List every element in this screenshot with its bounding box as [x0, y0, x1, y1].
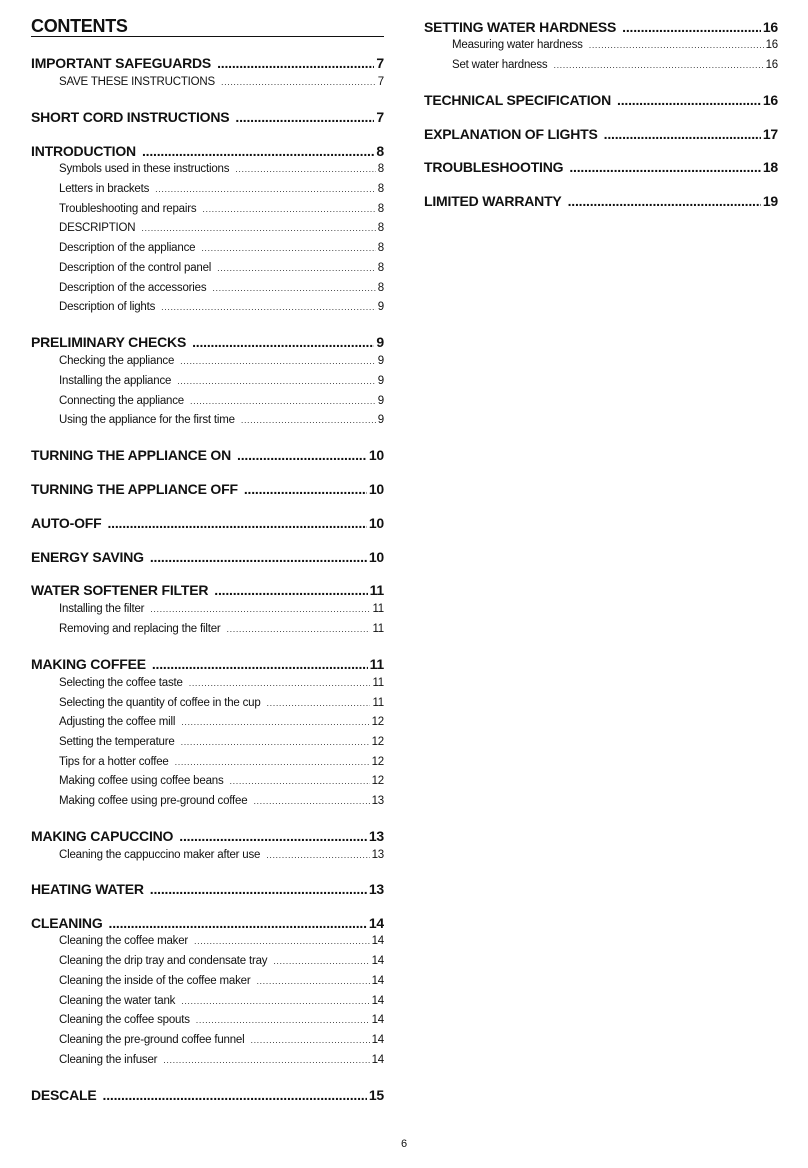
dot-leader	[589, 40, 764, 50]
dot-leader	[103, 1087, 367, 1103]
dot-leader	[141, 223, 375, 233]
toc-entry-label: Set water hardness	[452, 59, 548, 71]
dot-leader	[150, 604, 370, 614]
toc-subsection-entry	[31, 995, 384, 1013]
toc-subsection-entry	[31, 76, 384, 94]
toc-entry-page: 11	[369, 582, 384, 598]
toc-subsection-entry	[31, 414, 384, 432]
toc-entry-page: 9	[377, 375, 384, 387]
dot-leader	[244, 481, 367, 497]
toc-entry-page: 8	[377, 163, 384, 175]
toc-entry-label: IMPORTANT SAFEGUARDS	[31, 55, 212, 71]
toc-entry-label: Making coffee using coffee beans	[59, 775, 224, 787]
dot-leader	[155, 184, 376, 194]
toc-subsection-entry	[31, 262, 384, 280]
dot-leader	[163, 1055, 369, 1065]
toc-entry-label: INTRODUCTION	[31, 143, 136, 159]
toc-entry-page: 7	[377, 76, 384, 88]
dot-leader	[622, 19, 761, 35]
toc-entry-label: Selecting the coffee taste	[59, 677, 183, 689]
dot-leader	[568, 193, 761, 209]
toc-entry-label: Cleaning the cappuccino maker after use	[59, 849, 261, 861]
dot-leader	[221, 77, 376, 87]
toc-entry-page: 10	[368, 481, 384, 497]
toc-entry-page: 8	[377, 262, 384, 274]
toc-entry-page: 7	[376, 109, 384, 125]
toc-entry-page: 7	[376, 55, 384, 71]
toc-entry-label: TURNING THE APPLIANCE ON	[31, 447, 232, 463]
toc-subsection-entry	[31, 1014, 384, 1032]
toc-entry-label: TURNING THE APPLIANCE OFF	[31, 481, 238, 497]
dot-leader	[189, 678, 371, 688]
toc-entry-page: 14	[368, 915, 384, 931]
toc-entry-label: Cleaning the pre-ground coffee funnel	[59, 1034, 245, 1046]
toc-entry-label: Description of lights	[59, 301, 156, 313]
toc-subsection-entry	[31, 242, 384, 260]
toc-section-entry	[31, 656, 384, 678]
dot-leader	[230, 776, 370, 786]
toc-entry-label: WATER SOFTENER FILTER	[31, 582, 209, 598]
toc-section-entry	[424, 193, 778, 215]
toc-entry-page: 9	[377, 395, 384, 407]
toc-subsection-entry	[31, 222, 384, 240]
toc-entry-page: 14	[371, 955, 384, 967]
toc-subsection-entry	[31, 677, 384, 695]
toc-entry-page: 14	[371, 1034, 384, 1046]
dot-leader	[177, 376, 376, 386]
dot-leader	[196, 1015, 370, 1025]
toc-entry-label: Installing the appliance	[59, 375, 172, 387]
toc-subsection-entry	[31, 301, 384, 319]
dot-leader	[217, 55, 374, 71]
toc-entry-page: 13	[368, 881, 384, 897]
toc-entry-page: 14	[371, 1054, 384, 1066]
toc-section-entry	[31, 515, 384, 537]
toc-entry-page: 16	[765, 59, 778, 71]
toc-entry-page: 12	[371, 756, 384, 768]
toc-entry-label: Cleaning the coffee maker	[59, 935, 189, 947]
dot-leader	[266, 850, 369, 860]
toc-entry-page: 11	[369, 656, 384, 672]
toc-subsection-entry	[31, 756, 384, 774]
dot-leader	[212, 283, 375, 293]
dot-leader	[569, 159, 760, 175]
toc-section-entry	[31, 881, 384, 903]
toc-section-entry	[31, 828, 384, 850]
toc-entry-label: Using the appliance for the first time	[59, 414, 235, 426]
toc-subsection-entry	[31, 1034, 384, 1052]
toc-entry-label: Description of the accessories	[59, 282, 207, 294]
toc-entry-page: 16	[762, 92, 778, 108]
toc-entry-page: 9	[376, 334, 384, 350]
toc-entry-label: Cleaning the coffee spouts	[59, 1014, 190, 1026]
toc-entry-label: Cleaning the inside of the coffee maker	[59, 975, 251, 987]
toc-subsection-entry	[31, 183, 384, 201]
dot-leader	[214, 582, 367, 598]
toc-entry-page: 12	[371, 716, 384, 728]
toc-section-entry	[31, 109, 384, 131]
toc-entry-label: DESCRIPTION	[59, 222, 136, 234]
toc-entry-label: Checking the appliance	[59, 355, 175, 367]
dot-leader	[150, 549, 367, 565]
toc-entry-label: Tips for a hotter coffee	[59, 756, 169, 768]
dot-leader	[617, 92, 761, 108]
toc-subsection-entry	[31, 975, 384, 993]
dot-leader	[181, 717, 369, 727]
toc-entry-page: 8	[376, 143, 384, 159]
toc-entry-page: 13	[371, 795, 384, 807]
toc-entry-label: Description of the control panel	[59, 262, 212, 274]
toc-subsection-entry	[31, 935, 384, 953]
toc-subsection-entry	[31, 395, 384, 413]
toc-entry-label: Cleaning the water tank	[59, 995, 176, 1007]
contents-title: CONTENTS	[31, 16, 128, 36]
toc-entry-page: 19	[762, 193, 778, 209]
dot-leader	[250, 1035, 369, 1045]
toc-section-entry	[424, 126, 778, 148]
toc-subsection-entry	[424, 59, 778, 77]
toc-entry-page: 11	[372, 623, 384, 635]
toc-subsection-entry	[31, 849, 384, 867]
toc-entry-label: DESCALE	[31, 1087, 97, 1103]
dot-leader	[109, 915, 367, 931]
toc-subsection-entry	[31, 375, 384, 393]
dot-leader	[237, 447, 367, 463]
toc-entry-label: MAKING COFFEE	[31, 656, 146, 672]
toc-entry-page: 11	[372, 697, 384, 709]
toc-subsection-entry	[31, 203, 384, 221]
toc-entry-page: 10	[368, 447, 384, 463]
toc-entry-page: 11	[372, 677, 384, 689]
toc-entry-label: Troubleshooting and repairs	[59, 203, 197, 215]
toc-section-entry	[424, 92, 778, 114]
toc-subsection-entry	[31, 603, 384, 621]
toc-entry-page: 16	[765, 39, 778, 51]
toc-entry-page: 10	[368, 549, 384, 565]
toc-entry-label: SHORT CORD INSTRUCTIONS	[31, 109, 230, 125]
toc-entry-page: 14	[371, 935, 384, 947]
toc-entry-label: LIMITED WARRANTY	[424, 193, 562, 209]
dot-leader	[181, 996, 369, 1006]
dot-leader	[192, 334, 374, 350]
dot-leader	[180, 356, 376, 366]
toc-entry-page: 18	[762, 159, 778, 175]
dot-leader	[181, 737, 370, 747]
dot-leader	[194, 936, 370, 946]
toc-entry-page: 16	[762, 19, 778, 35]
dot-leader	[604, 126, 761, 142]
toc-entry-label: Setting the temperature	[59, 736, 175, 748]
toc-section-entry	[31, 143, 384, 165]
toc-entry-label: Cleaning the infuser	[59, 1054, 158, 1066]
toc-entry-page: 13	[368, 828, 384, 844]
toc-entry-label: PRELIMINARY CHECKS	[31, 334, 187, 350]
toc-entry-label: Making coffee using pre-ground coffee	[59, 795, 248, 807]
dot-leader	[273, 956, 369, 966]
dot-leader	[217, 263, 376, 273]
toc-entry-page: 8	[377, 282, 384, 294]
toc-section-entry	[424, 159, 778, 181]
dot-leader	[161, 302, 376, 312]
dot-leader	[235, 109, 374, 125]
dot-leader	[267, 698, 371, 708]
toc-subsection-entry	[31, 355, 384, 373]
toc-subsection-entry	[31, 736, 384, 754]
toc-entry-page: 14	[371, 975, 384, 987]
toc-entry-page: 14	[371, 995, 384, 1007]
toc-subsection-entry	[31, 282, 384, 300]
title-underline	[31, 36, 384, 37]
toc-entry-page: 8	[377, 203, 384, 215]
toc-entry-label: ENERGY SAVING	[31, 549, 144, 565]
toc-subsection-entry	[31, 795, 384, 813]
toc-entry-label: Description of the appliance	[59, 242, 196, 254]
dot-leader	[142, 143, 374, 159]
toc-entry-label: MAKING CAPUCCINO	[31, 828, 174, 844]
dot-leader	[201, 243, 375, 253]
toc-entry-label: SETTING WATER HARDNESS	[424, 19, 617, 35]
toc-subsection-entry	[31, 716, 384, 734]
dot-leader	[227, 624, 371, 634]
toc-subsection-entry	[31, 623, 384, 641]
toc-section-entry	[31, 915, 384, 937]
toc-entry-page: 8	[377, 222, 384, 234]
toc-entry-label: Removing and replacing the filter	[59, 623, 221, 635]
dot-leader	[253, 796, 369, 806]
toc-subsection-entry	[31, 163, 384, 181]
toc-entry-label: TROUBLESHOOTING	[424, 159, 564, 175]
toc-entry-page: 17	[762, 126, 778, 142]
toc-entry-page: 14	[371, 1014, 384, 1026]
dot-leader	[150, 881, 367, 897]
toc-entry-label: Selecting the quantity of coffee in the cup	[59, 697, 261, 709]
toc-entry-label: Adjusting the coffee mill	[59, 716, 176, 728]
toc-entry-page: 10	[368, 515, 384, 531]
toc-section-entry	[424, 19, 778, 41]
dot-leader	[235, 164, 376, 174]
dot-leader	[152, 656, 368, 672]
toc-entry-label: Installing the filter	[59, 603, 145, 615]
toc-section-entry	[31, 1087, 384, 1109]
toc-subsection-entry	[424, 39, 778, 57]
dot-leader	[553, 60, 763, 70]
dot-leader	[179, 828, 367, 844]
dot-leader	[241, 415, 376, 425]
dot-leader	[202, 204, 375, 214]
dot-leader	[256, 976, 369, 986]
toc-entry-label: AUTO-OFF	[31, 515, 102, 531]
toc-section-entry	[31, 334, 384, 356]
toc-entry-page: 9	[377, 355, 384, 367]
toc-entry-label: Connecting the appliance	[59, 395, 184, 407]
toc-entry-page: 8	[377, 242, 384, 254]
toc-entry-page: 8	[377, 183, 384, 195]
dot-leader	[107, 515, 366, 531]
dot-leader	[190, 396, 376, 406]
toc-section-entry	[31, 447, 384, 469]
toc-entry-label: HEATING WATER	[31, 881, 144, 897]
toc-entry-label: Cleaning the drip tray and condensate tray	[59, 955, 268, 967]
toc-subsection-entry	[31, 955, 384, 973]
toc-entry-label: EXPLANATION OF LIGHTS	[424, 126, 598, 142]
toc-subsection-entry	[31, 775, 384, 793]
toc-section-entry	[31, 481, 384, 503]
toc-entry-label: Letters in brackets	[59, 183, 150, 195]
toc-entry-page: 12	[371, 775, 384, 787]
toc-entry-label: CLEANING	[31, 915, 103, 931]
toc-entry-page: 13	[371, 849, 384, 861]
toc-entry-page: 15	[368, 1087, 384, 1103]
toc-entry-page: 9	[377, 414, 384, 426]
toc-entry-page: 12	[371, 736, 384, 748]
toc-subsection-entry	[31, 1054, 384, 1072]
toc-section-entry	[31, 549, 384, 571]
toc-entry-label: Measuring water hardness	[452, 39, 583, 51]
page-number: 6	[400, 1138, 408, 1150]
toc-entry-label: SAVE THESE INSTRUCTIONS	[59, 76, 216, 88]
dot-leader	[175, 757, 370, 767]
toc-subsection-entry	[31, 697, 384, 715]
toc-entry-page: 9	[377, 301, 384, 313]
toc-entry-label: TECHNICAL SPECIFICATION	[424, 92, 611, 108]
toc-section-entry	[31, 582, 384, 604]
toc-section-entry	[31, 55, 384, 77]
toc-entry-page: 11	[372, 603, 384, 615]
toc-entry-label: Symbols used in these instructions	[59, 163, 230, 175]
